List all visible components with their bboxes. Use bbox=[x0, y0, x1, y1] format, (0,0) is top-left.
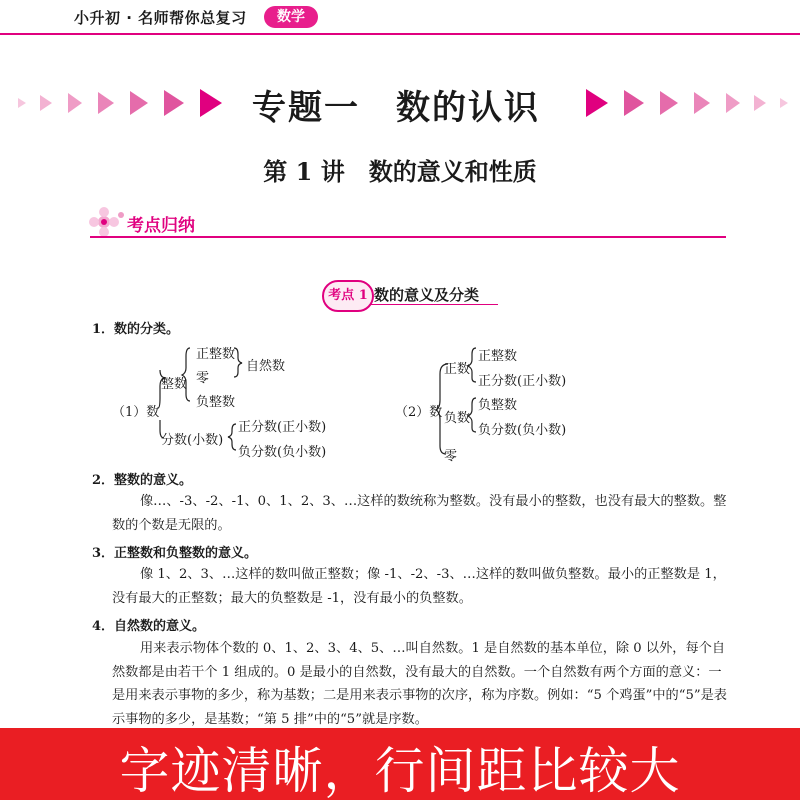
lesson-title: 第 1 讲 数的意义和性质 bbox=[263, 157, 537, 186]
tree-2-zero: 零 bbox=[444, 449, 458, 464]
tree-2-root: （2）数 bbox=[395, 405, 443, 420]
tree-2-positive: 正数 bbox=[444, 362, 471, 377]
tree-1-negative-frac: 负分数(负小数) bbox=[238, 445, 327, 460]
subject-badge: 数学 bbox=[264, 6, 318, 28]
tree-2-negative-int: 负整数 bbox=[478, 398, 518, 413]
tree-1-positive-frac: 正分数(正小数) bbox=[238, 420, 327, 435]
tree-1-negative-int: 负整数 bbox=[196, 395, 236, 410]
item-1-heading: 1．数的分类。 bbox=[92, 322, 180, 337]
promo-banner-text: 字迹清晰，行间距比较大 bbox=[119, 742, 681, 800]
tree-1-fraction: 分数(小数) bbox=[161, 433, 224, 448]
tree-1-zero: 零 bbox=[196, 371, 210, 386]
item-2-heading: 2．整数的意义。 bbox=[92, 473, 193, 488]
section-label: 考点归纳 bbox=[127, 216, 195, 236]
tree-1-root: （1）数 bbox=[112, 405, 160, 420]
key-point-title: 数的意义及分类 bbox=[374, 286, 480, 304]
item-3-heading: 3．正整数和负整数的意义。 bbox=[92, 546, 258, 561]
topic-title: 专题一 数的认识 bbox=[252, 88, 540, 128]
tree-2-positive-frac: 正分数(正小数) bbox=[478, 374, 567, 389]
item-3-paragraph: 像 1、2、3、…这样的数叫做正整数；像 -1、-2、-3、…这样的数叫做负整数。最小的正整数是 1，没有最大的正整数；最大的负整数是 -1，没有最小的负整数。 bbox=[112, 567, 726, 606]
tree-1-positive-int: 正整数 bbox=[196, 347, 236, 362]
series-title: 小升初 · 名师帮你总复习 bbox=[74, 9, 247, 27]
tree-1-natural: 自然数 bbox=[246, 359, 286, 374]
item-4-heading: 4．自然数的意义。 bbox=[92, 619, 206, 634]
item-4-paragraph: 用来表示物体个数的 0、1、2、3、4、5、…叫自然数。1 是自然数的基本单位，除 0 以外，每个自然数都是由若干个 1 组成的。0 是最小的自然数，没有最大的自然数。一个自然数有两个方面的意义：一是用来表示事物的多少，称为基数；二是用来表示事物的次序，称为序数。例如：“5 个鸡蛋”中的“5”是表示事物的多少，是基数；“第 5 排”中的“5”就是序数。 bbox=[112, 641, 727, 727]
key-point-badge: 考点 1 bbox=[322, 280, 374, 312]
item-2-paragraph: 像…、-3、-2、-1、0、1、2、3、…这样的数统称为整数。没有最小的整数，也没有最大的整数。整数的个数是无限的。 bbox=[112, 494, 727, 533]
tree-2-negative: 负数 bbox=[444, 411, 471, 426]
tree-2-positive-int: 正整数 bbox=[478, 349, 518, 364]
tree-2-negative-frac: 负分数(负小数) bbox=[478, 423, 567, 438]
tree-1-integer: 整数 bbox=[161, 377, 188, 392]
